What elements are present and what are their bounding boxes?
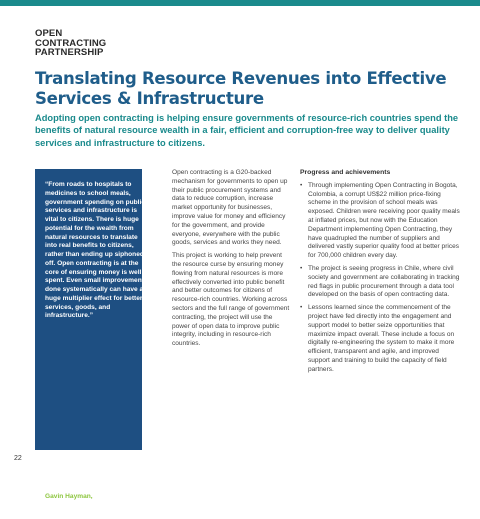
page-title: Translating Resource Revenues into Effective Services & Infrastructure xyxy=(35,69,455,108)
lede-paragraph: Adopting open contracting is helping ensure governments of resource-rich countries spend the benefits of natural resource wealth in a fair, efficient and corruption-free way to deliver quality services and infrastructure to citizens. xyxy=(35,112,460,149)
bullet-icon: • xyxy=(300,182,302,191)
quote-box xyxy=(35,169,142,450)
list-item-text: The project is seeing progress in Chile, where civil society and government are collaborating in tracking red flags in public procurement through a data tool developed on the basis of open contracting data. xyxy=(308,265,459,298)
list-item-text: Lessons learned since the commencement of the project have fed directly into the engagement and support model to better seize opportunities that maximize impact overall. These include a focus on digitally re-engineering the system to make it more efficient, transparent and agile, and improved support and training to build the capacity of field partners. xyxy=(308,304,454,373)
list-item xyxy=(300,265,460,300)
quote-author-name: Gavin Hayman, xyxy=(45,493,132,502)
progress-column xyxy=(300,169,460,379)
quote-text: “From roads to hospitals to medicines to school meals, government spending on public services and infrastructure is vital to citizens. There is huge potential for the wealth from natural resources to translate into real benefits to citizens, rather than ending up siphoned off. Open contracting is at the core of ensuring money is well spent. Even small improvements done systematically can have a huge multiplier effect for better services, goods, and infrastructure.” xyxy=(45,181,148,321)
bullet-icon: • xyxy=(300,304,302,313)
bullet-icon: • xyxy=(300,265,302,274)
list-item-text: Through implementing Open Contracting in Bogota, Colombia, a corrupt US$22 million price-fixing scheme in the provision of school meals was exposed. Children were receiving poor quality meals at inflated prices, but now with the Education Department implementing Open Contracting, they have quadrupled the number of suppliers and delivered vastly superior quality food at better prices for 700,000 children every day. xyxy=(308,182,460,259)
logo-line-3: PARTNERSHIP xyxy=(35,48,106,58)
quote-author-org: Open Contracting Partnership xyxy=(45,511,132,519)
open-contracting-logo xyxy=(35,29,106,58)
body-paragraph-2: This project is working to help prevent the resource curse by ensuring money flowing from natural resources is more effectively converted into public benefit and better outcomes for citizens of resource-rich countries. Working across sectors and the full range of government contracting, the project will use the power of open data to improve public integrity, including in resource-rich countries. xyxy=(172,252,290,349)
page-number: 22 xyxy=(14,455,22,462)
list-item xyxy=(300,182,460,261)
logo-line-2: CONTRACTING xyxy=(35,39,106,49)
body-paragraph-1: Open contracting is a G20-backed mechanism for governments to open up their public procurement systems and data to reduce corruption, increase market opportunity for businesses, improve value for money and efficiency for the government, and provide everyone, everywhere with the public goods, services and works they need. xyxy=(172,169,290,248)
body-column xyxy=(172,169,290,353)
logo-line-1: OPEN xyxy=(35,29,106,39)
list-item xyxy=(300,304,460,374)
top-accent-bar xyxy=(0,0,480,6)
quote-attribution xyxy=(45,493,132,519)
progress-heading: Progress and achievements xyxy=(300,169,460,178)
progress-list xyxy=(300,182,460,375)
quote-author-role: Executive Director, xyxy=(45,502,132,511)
